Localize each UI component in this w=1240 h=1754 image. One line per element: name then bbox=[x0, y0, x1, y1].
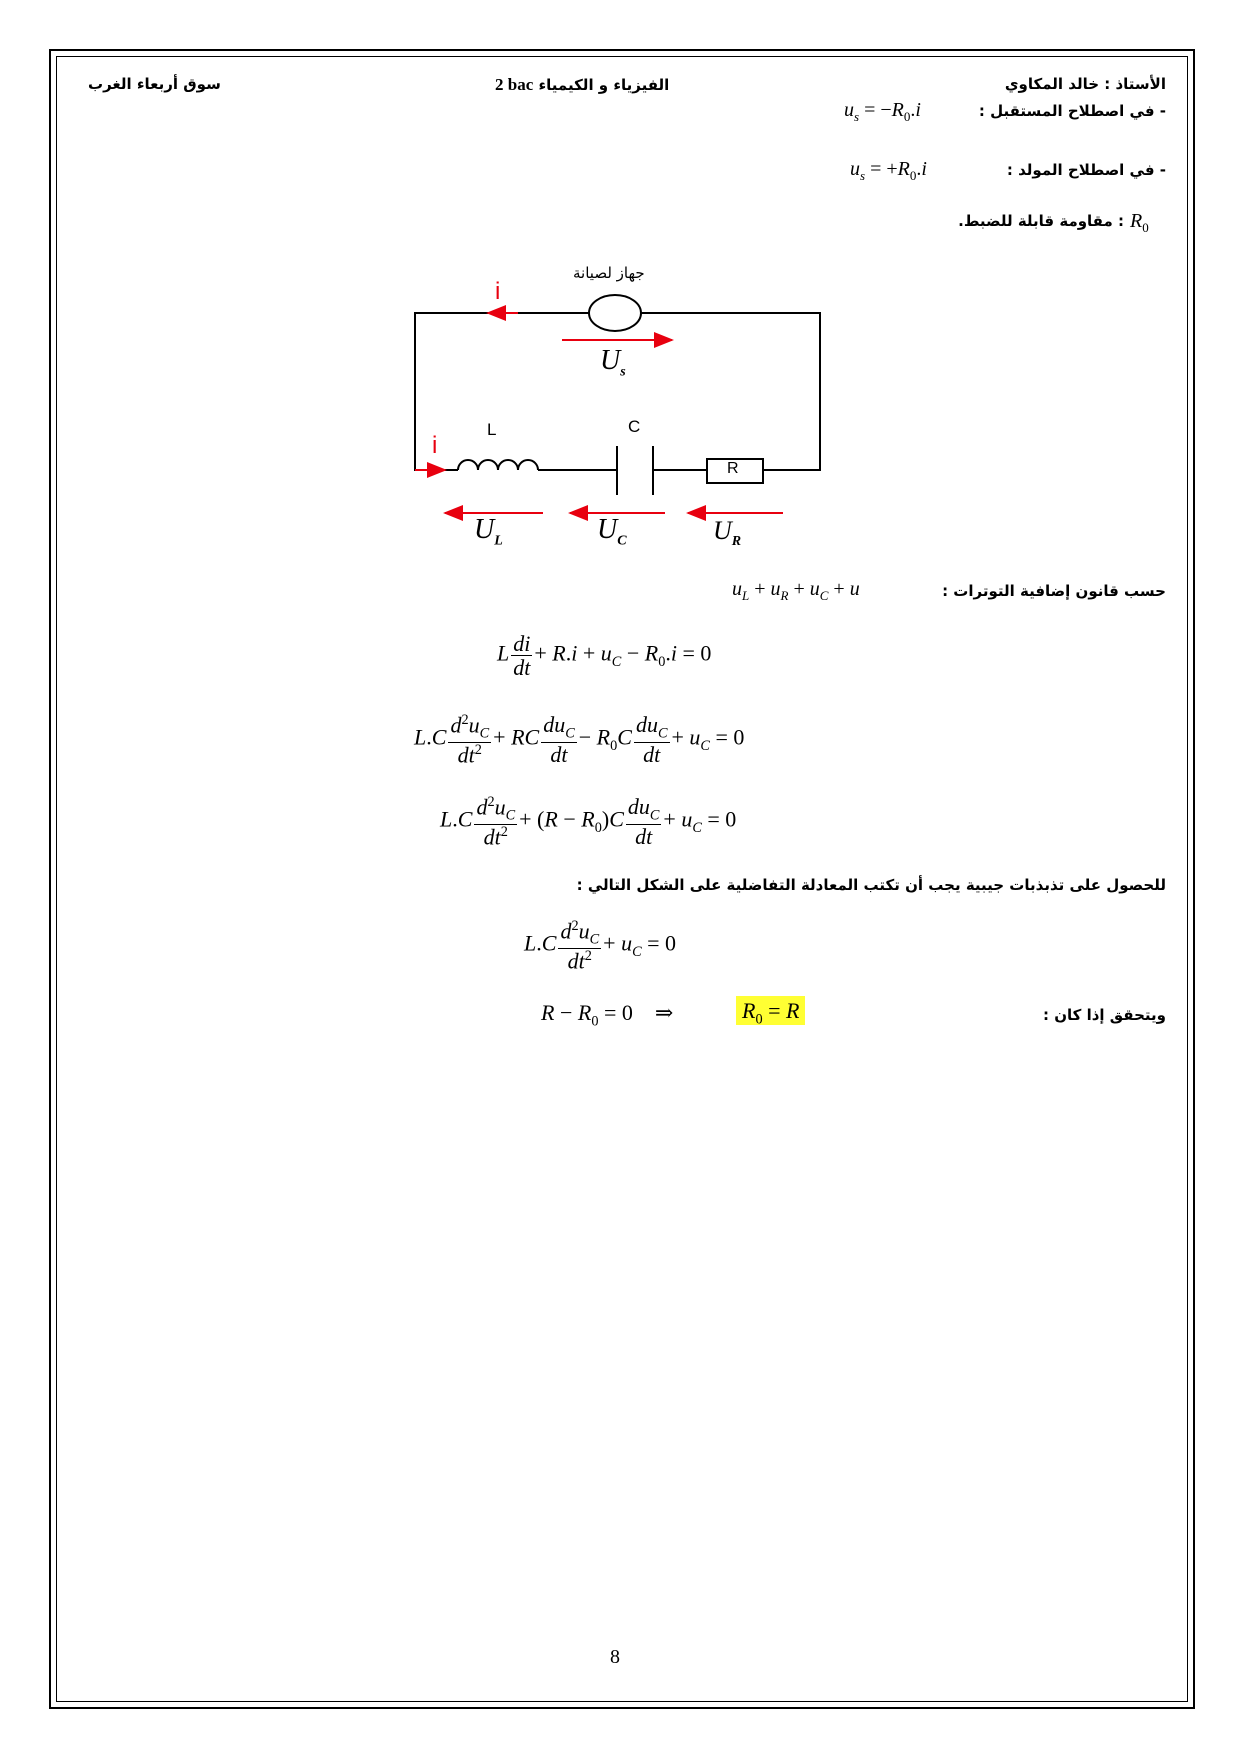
teacher-name: الأستاذ : خالد المكاوي bbox=[1004, 75, 1166, 93]
inductor bbox=[458, 460, 538, 470]
sinusoidal-condition-text: للحصول على تذبذبات جيبية يجب أن تكتب المعادلة التفاضلية على الشكل التالي : bbox=[576, 876, 1166, 894]
equation-3: L.C $\frac{d^2u_C}{dt^2}$ + $(R - R_0)C$ $\frac{du_C}{dt}$ + $u_C = 0$ bbox=[440, 794, 737, 850]
voltage-law-formula: $u_L + u_R + u_C + u$ bbox=[732, 578, 860, 603]
equation-2: L.C $\frac{d^2u_C}{dt^2}$ + RC $\frac{du_C}{dt}$ − $R_0C$ $\frac{du_C}{dt}$ + $u_C = 0$ bbox=[414, 712, 745, 768]
page-number: 8 bbox=[610, 1646, 620, 1668]
resistor-label: R bbox=[727, 460, 739, 477]
voltage-law-label: حسب قانون إضافية التوترات : bbox=[942, 582, 1166, 600]
device-label: جهاز لصيانة bbox=[573, 264, 645, 282]
verify-label: ويتحقق إذا كان : bbox=[1042, 1006, 1166, 1024]
equation-1: L $\frac{di}{dt}$ + $R.i + u_C - R_0.i = 0$ bbox=[497, 631, 712, 681]
generator-formula: $u_s = +R_0.i$ bbox=[850, 158, 927, 183]
maintenance-device bbox=[589, 295, 641, 331]
r0-symbol: $R_0$ bbox=[1130, 210, 1149, 235]
uc-label: $U_C$ bbox=[597, 514, 627, 549]
ur-label: $U_R$ bbox=[713, 516, 742, 550]
receiver-convention-label: - في اصطلاح المستقبل : bbox=[978, 102, 1166, 120]
equation-5: $R - R_0 = 0$ ⇒ bbox=[541, 1000, 674, 1030]
subject-label: الفيزياء و الكيمياء bbox=[538, 76, 670, 94]
capacitor-label: C bbox=[628, 417, 641, 436]
capacitor bbox=[617, 446, 653, 495]
receiver-formula: $u_s = -R_0.i$ bbox=[844, 99, 921, 124]
inductor-label: L bbox=[487, 420, 497, 439]
current-label-left: i bbox=[432, 432, 438, 459]
current-label-top: i bbox=[495, 278, 501, 305]
ul-label: $U_L$ bbox=[474, 514, 503, 549]
us-label: $U_s$ bbox=[600, 345, 626, 380]
result-highlight: $R_0 = R$ bbox=[736, 998, 805, 1028]
r0-description: : مقاومة قابلة للضبط. bbox=[958, 212, 1124, 230]
generator-convention-label: - في اصطلاح المولد : bbox=[1006, 161, 1166, 179]
level-label: 2 bac bbox=[495, 75, 534, 94]
equation-4: L.C $\frac{d^2u_C}{dt^2}$ + $u_C = 0$ bbox=[524, 918, 677, 974]
school-name: سوق أربعاء الغرب bbox=[88, 75, 221, 93]
